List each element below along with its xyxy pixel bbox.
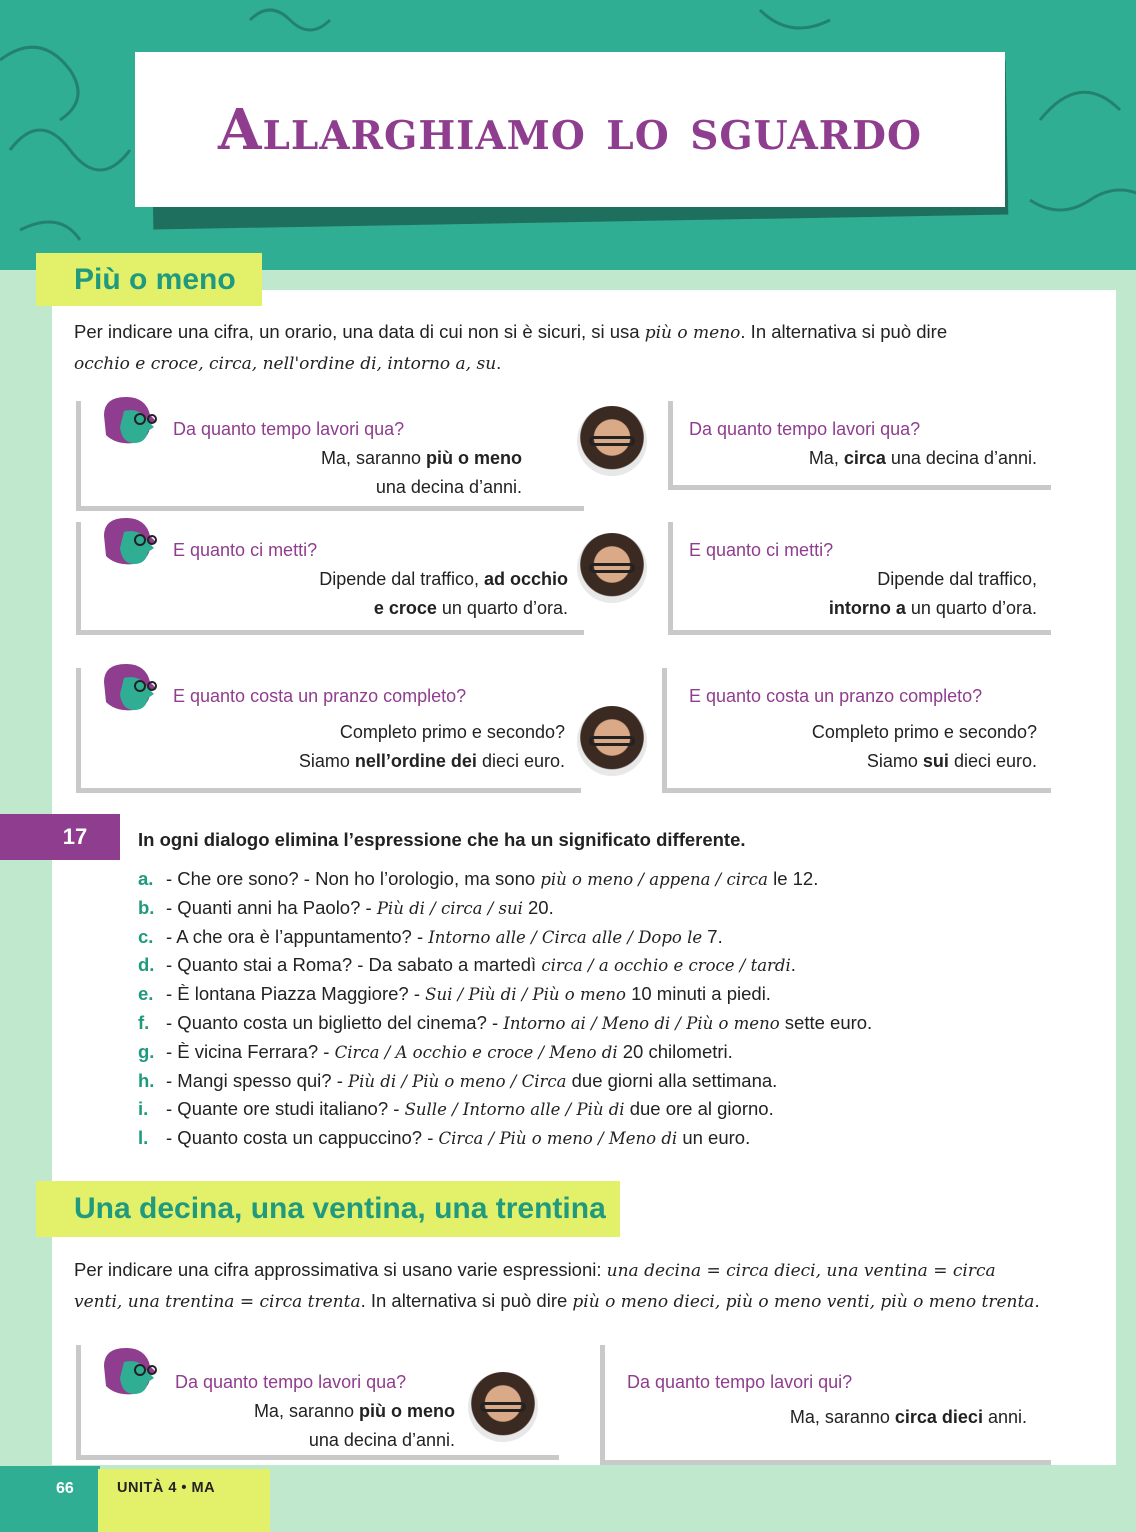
dialog-question: E quanto costa un pranzo completo? bbox=[689, 686, 983, 706]
woman-avatar-icon bbox=[98, 516, 162, 566]
list-item: d. - Quanto stai a Roma? - Da sabato a martedì circa / a occhio e croce / tardi. bbox=[138, 954, 796, 976]
dialog-question: E quanto costa un pranzo completo? bbox=[173, 686, 467, 706]
woman-avatar-icon bbox=[98, 395, 162, 445]
page-title: Allarghiamo lo sguardo bbox=[218, 96, 922, 163]
dialog-question: E quanto ci metti? bbox=[689, 540, 834, 560]
dialog-question: Da quanto tempo lavori qua? bbox=[689, 419, 921, 439]
dialog-question: E quanto ci metti? bbox=[173, 540, 318, 560]
dialog-answer: Ma, saranno circa dieci anni. bbox=[789, 1407, 1027, 1427]
dialog-question: Da quanto tempo lavori qui? bbox=[627, 1372, 853, 1392]
list-item: i. - Quante ore studi italiano? - Sulle / Intorno alle / Più di due ore al giorno. bbox=[138, 1098, 774, 1120]
title-banner bbox=[135, 52, 1005, 207]
dialog-answer: Completo primo e secondo? Siamo nell’ordine dei dieci euro. bbox=[298, 722, 565, 771]
list-item: e. - È lontana Piazza Maggiore? - Sui / Più di / Più o meno 10 minuti a piedi. bbox=[138, 983, 771, 1005]
list-item: l. - Quanto costa un cappuccino? - Circa / Più o meno / Meno di un euro. bbox=[138, 1127, 751, 1149]
list-item: a. - Che ore sono? - Non ho l’orologio, ma sono più o meno / appena / circa le 12. bbox=[138, 868, 819, 889]
dialog-answer: Dipende dal traffico, ad occhio e croce un quarto d’ora. bbox=[319, 569, 568, 618]
section-heading: Più o meno bbox=[74, 262, 236, 296]
list-item: g. - È vicina Ferrara? - Circa / A occhio e croce / Meno di 20 chilometri. bbox=[138, 1040, 733, 1062]
woman-avatar-icon bbox=[98, 662, 162, 712]
list-item: c. - A che ora è l’appuntamento? - Intorno alle / Circa alle / Dopo le 7. bbox=[138, 925, 723, 947]
dialog-box bbox=[668, 522, 1051, 635]
dialog-answer: Ma, circa una decina d’anni. bbox=[808, 448, 1037, 468]
dialog-answer: Ma, saranno più o meno una decina d’anni. bbox=[253, 1401, 455, 1450]
exercise-list bbox=[138, 868, 872, 1156]
man-avatar bbox=[577, 406, 647, 476]
man-avatar bbox=[577, 706, 647, 776]
dialog-answer: Ma, saranno più o meno una decina d’anni. bbox=[320, 448, 522, 497]
dialog-answer: Completo primo e secondo? Siamo sui dieci euro. bbox=[811, 722, 1037, 771]
unit-label: UNITÀ 4 • MA bbox=[117, 1480, 216, 1496]
man-avatar bbox=[577, 533, 647, 603]
woman-avatar-icon bbox=[98, 1346, 162, 1396]
list-item: h. - Mangi spesso qui? - Più di / Più o meno / Circa due giorni alla settimana. bbox=[138, 1069, 778, 1091]
dialog-answer: Dipende dal traffico, intorno a un quarto d’ora. bbox=[828, 569, 1037, 618]
exercise-number: 17 bbox=[0, 814, 120, 860]
dialog-box bbox=[600, 1345, 1051, 1465]
list-item: b. - Quanti anni ha Paolo? - Più di / circa / sui 20. bbox=[138, 896, 554, 918]
section-intro: Per indicare una cifra approssimativa si usano varie espressioni: una decina = circa dieci, una ventina = circa venti, una trentina = circa trenta. In alternativa si può dire più o meno dieci, più o meno venti, più o meno trenta. bbox=[74, 1259, 1040, 1312]
list-item: f. - Quanto costa un biglietto del cinema? - Intorno ai / Meno di / Più o meno sette euro. bbox=[138, 1011, 873, 1033]
section-heading: Una decina, una ventina, una trentina bbox=[74, 1192, 606, 1225]
dialog-question: Da quanto tempo lavori qua? bbox=[173, 419, 405, 439]
section-heading-tab bbox=[36, 253, 262, 306]
footer-bar bbox=[0, 1466, 100, 1532]
section-heading-tab bbox=[36, 1181, 620, 1237]
section-intro: Per indicare una cifra, un orario, una data di cui non si è sicuri, si usa più o meno. In alternativa si può dire occhio e croce, circa, nell'ordine di, intorno a, su. bbox=[74, 321, 948, 374]
unit-tab bbox=[98, 1469, 270, 1532]
man-avatar bbox=[468, 1372, 538, 1442]
dialog-box bbox=[662, 668, 1051, 793]
page-number: 66 bbox=[56, 1480, 74, 1497]
dialog-box bbox=[668, 401, 1051, 490]
exercise-instruction: In ogni dialogo elimina l’espressione che ha un significato differente. bbox=[138, 829, 746, 850]
dialog-question: Da quanto tempo lavori qua? bbox=[175, 1372, 407, 1392]
